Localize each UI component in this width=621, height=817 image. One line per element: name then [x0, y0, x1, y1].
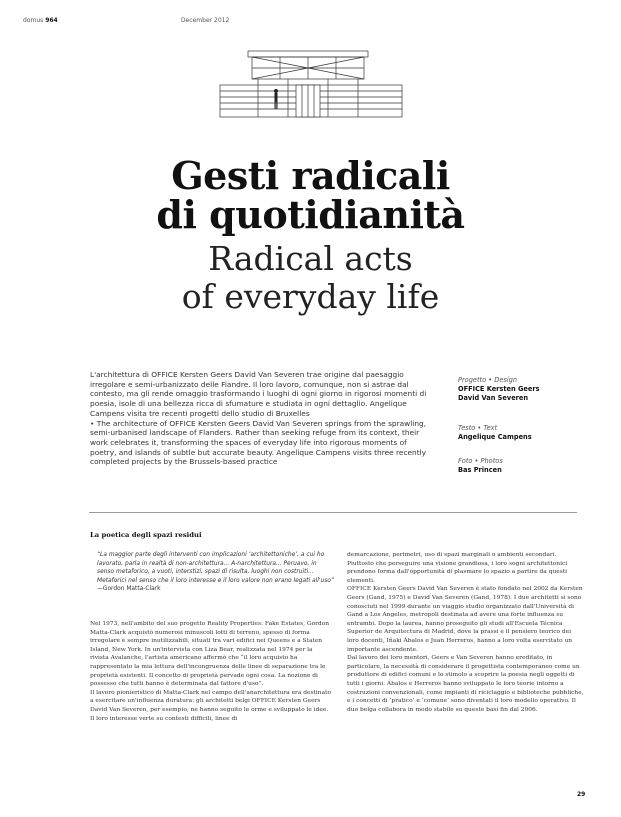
intro-text [90, 370, 428, 467]
section-heading: La poetica degli spazi residui [90, 531, 202, 539]
credit-text-label: Testo • Text [458, 424, 498, 432]
intro-english: The architecture of OFFICE Kersten Geers David Van Severen springs from the sprawling, semi-urbanised landscape of Flanders. Rather than seeking refuge from its context, their work celebrates it, transforming the spaces of everyday life into rigorous moments of poetry, and islands of subtle but accurate beauty. Angelique Campens visits three recently completed projects by the Brussels-based practice [90, 418, 427, 467]
body-column-left [90, 620, 333, 723]
intro-bullet: • [90, 418, 95, 428]
credit-photo-label: Foto • Photos [458, 457, 503, 465]
credit-design [458, 376, 588, 403]
credit-photo-name: Bas Princen [458, 466, 502, 474]
credit-text-name: Angelique Campens [458, 433, 532, 441]
page-number: 29 [577, 791, 586, 798]
credit-text [458, 424, 588, 442]
body-paragraph: Dal lavoro dei loro mentori, Geers e Van Severen hanno ereditato, in particolare, la necessità di considerare il progettista contemporaneo come un produttore di edifici comuni e lo stimolo a scoprire la poesia negli oggetti di tutti i giorni. Ábalos e Herreros hanno sviluppato le loro teorie intorno a costruzioni convenzionali, come impianti di riciclaggio e biblioteche pubbliche, e i concetti di ‘pratico’ e ‘comune’ sono diventati il loro modello operativo. Il duo belga collabora in modo stabile su queste basi fin dal 2006. [347, 655, 584, 713]
issue-number: 964 [45, 17, 58, 24]
credit-photo [458, 457, 588, 475]
title-italian-line1: Gesti radicali [171, 153, 450, 198]
issue-date: December 2012 [181, 17, 230, 24]
title-english-line2: of everyday life [181, 277, 440, 316]
quote-attribution: —Gordon Matta-Clark [97, 586, 161, 593]
body-paragraph: OFFICE Kersten Geers David Van Severen è stato fondato nel 2002 da Kersten Geers (Gand, 1975) e David Van Severen (Gand, 1978). I due architetti si sono conosciuti nel 1999 durante un viaggio studio organizzato dall'Università di Gand a Los Angeles, metropoli destinata ad avere una forte influenza su entrambi. Dopo la laurea, hanno proseguito gli studi all'Escuela Técnica Superior de Arquitectura di Madrid, dove la prassi e il pensiero teorico dei loro docenti, Iñaki Ábalos e Juan Herreros, hanno a loro volta esercitato un importante ascendente. [347, 586, 583, 653]
title-english-line1: Radical acts [208, 239, 413, 278]
credit-design-label: Progetto • Design [458, 376, 518, 384]
title-italian-line2: di quotidianità [156, 192, 465, 237]
title-italian [0, 153, 621, 237]
building-illustration [218, 47, 404, 119]
body-paragraph: Nel 1973, nell'ambito del suo progetto Reality Properties: Fake Estates, Gordon Matta-Clark acquistò numerosi minuscoli lotti di terreno, spesso di forma irregolare e sempre inutilizzabili, situati tra vari edifici nei Queens e a Staten Island, New York. In un'intervista con Liza Bear, realizzata nel 1974 per la rivista Avalanche, l'artista americano affermò che “il loro acquisto ha rappresentato la mia lettura dell'incongruenza delle linee di separazione tra le proprietà esistenti. Il concetto di proprietà pervade ogni cosa. La nozione di possesso che tutti hanno è determinata dal fattore d'uso”. [90, 621, 330, 688]
body-paragraph: demarcazione, perimetri, uso di spazi marginali o ambienti secondari. Piuttosto che perseguire una visione grandiosa, i loro sogni architettonici prendono forma dall'opportunità di plasmare lo spazio a partire da questi elementi. [347, 552, 568, 584]
section-divider [89, 512, 577, 513]
credit-design-name2: David Van Severen [458, 394, 529, 402]
body-paragraph: Il lavoro pionieristico di Matta-Clark nel campo dell'anarchitettura era destinato a esercitare un'influenza duratura: gli architetti belgi OFFICE Kersten Geers David Van Severen, per esempio, ne hanno seguito le orme e sviluppato le idee. Il loro interesse verte su contesti difficili, linee di [90, 689, 332, 722]
intro-italian: L'architettura di OFFICE Kersten Geers David Van Severen trae origine dal paesaggio irregolare e semi-urbanizzato delle Fiandre. Il loro lavoro, comunque, non si astrae dal contesto, ma gli rende omaggio trasformando i luoghi di ogni giorno in rigorosi momenti di poesia, isole di una bellezza ricca di sfumature e studiata in ogni dettaglio. Angelique Campens visita tre recenti progetti dello studio di Bruxelles [90, 370, 427, 418]
magazine-name: domus [23, 17, 44, 24]
quote-text: “La maggior parte degli interventi con implicazioni ‘architettoniche’, a cui ho lavorato, parla in realtà di non-architettura... A-narchitettura... Peruavo, in senso metaforico, a vuoti, interstizi, spazi di risulta, luoghi non costruiti... Metaforici nel senso che il loro interesse e il loro valore non erano legati all'uso” [97, 552, 334, 584]
epigraph-quote [97, 551, 334, 594]
magazine-issue [23, 17, 58, 24]
title-english [0, 240, 621, 316]
credit-design-name1: OFFICE Kersten Geers [458, 385, 540, 393]
body-column-right [347, 551, 584, 714]
